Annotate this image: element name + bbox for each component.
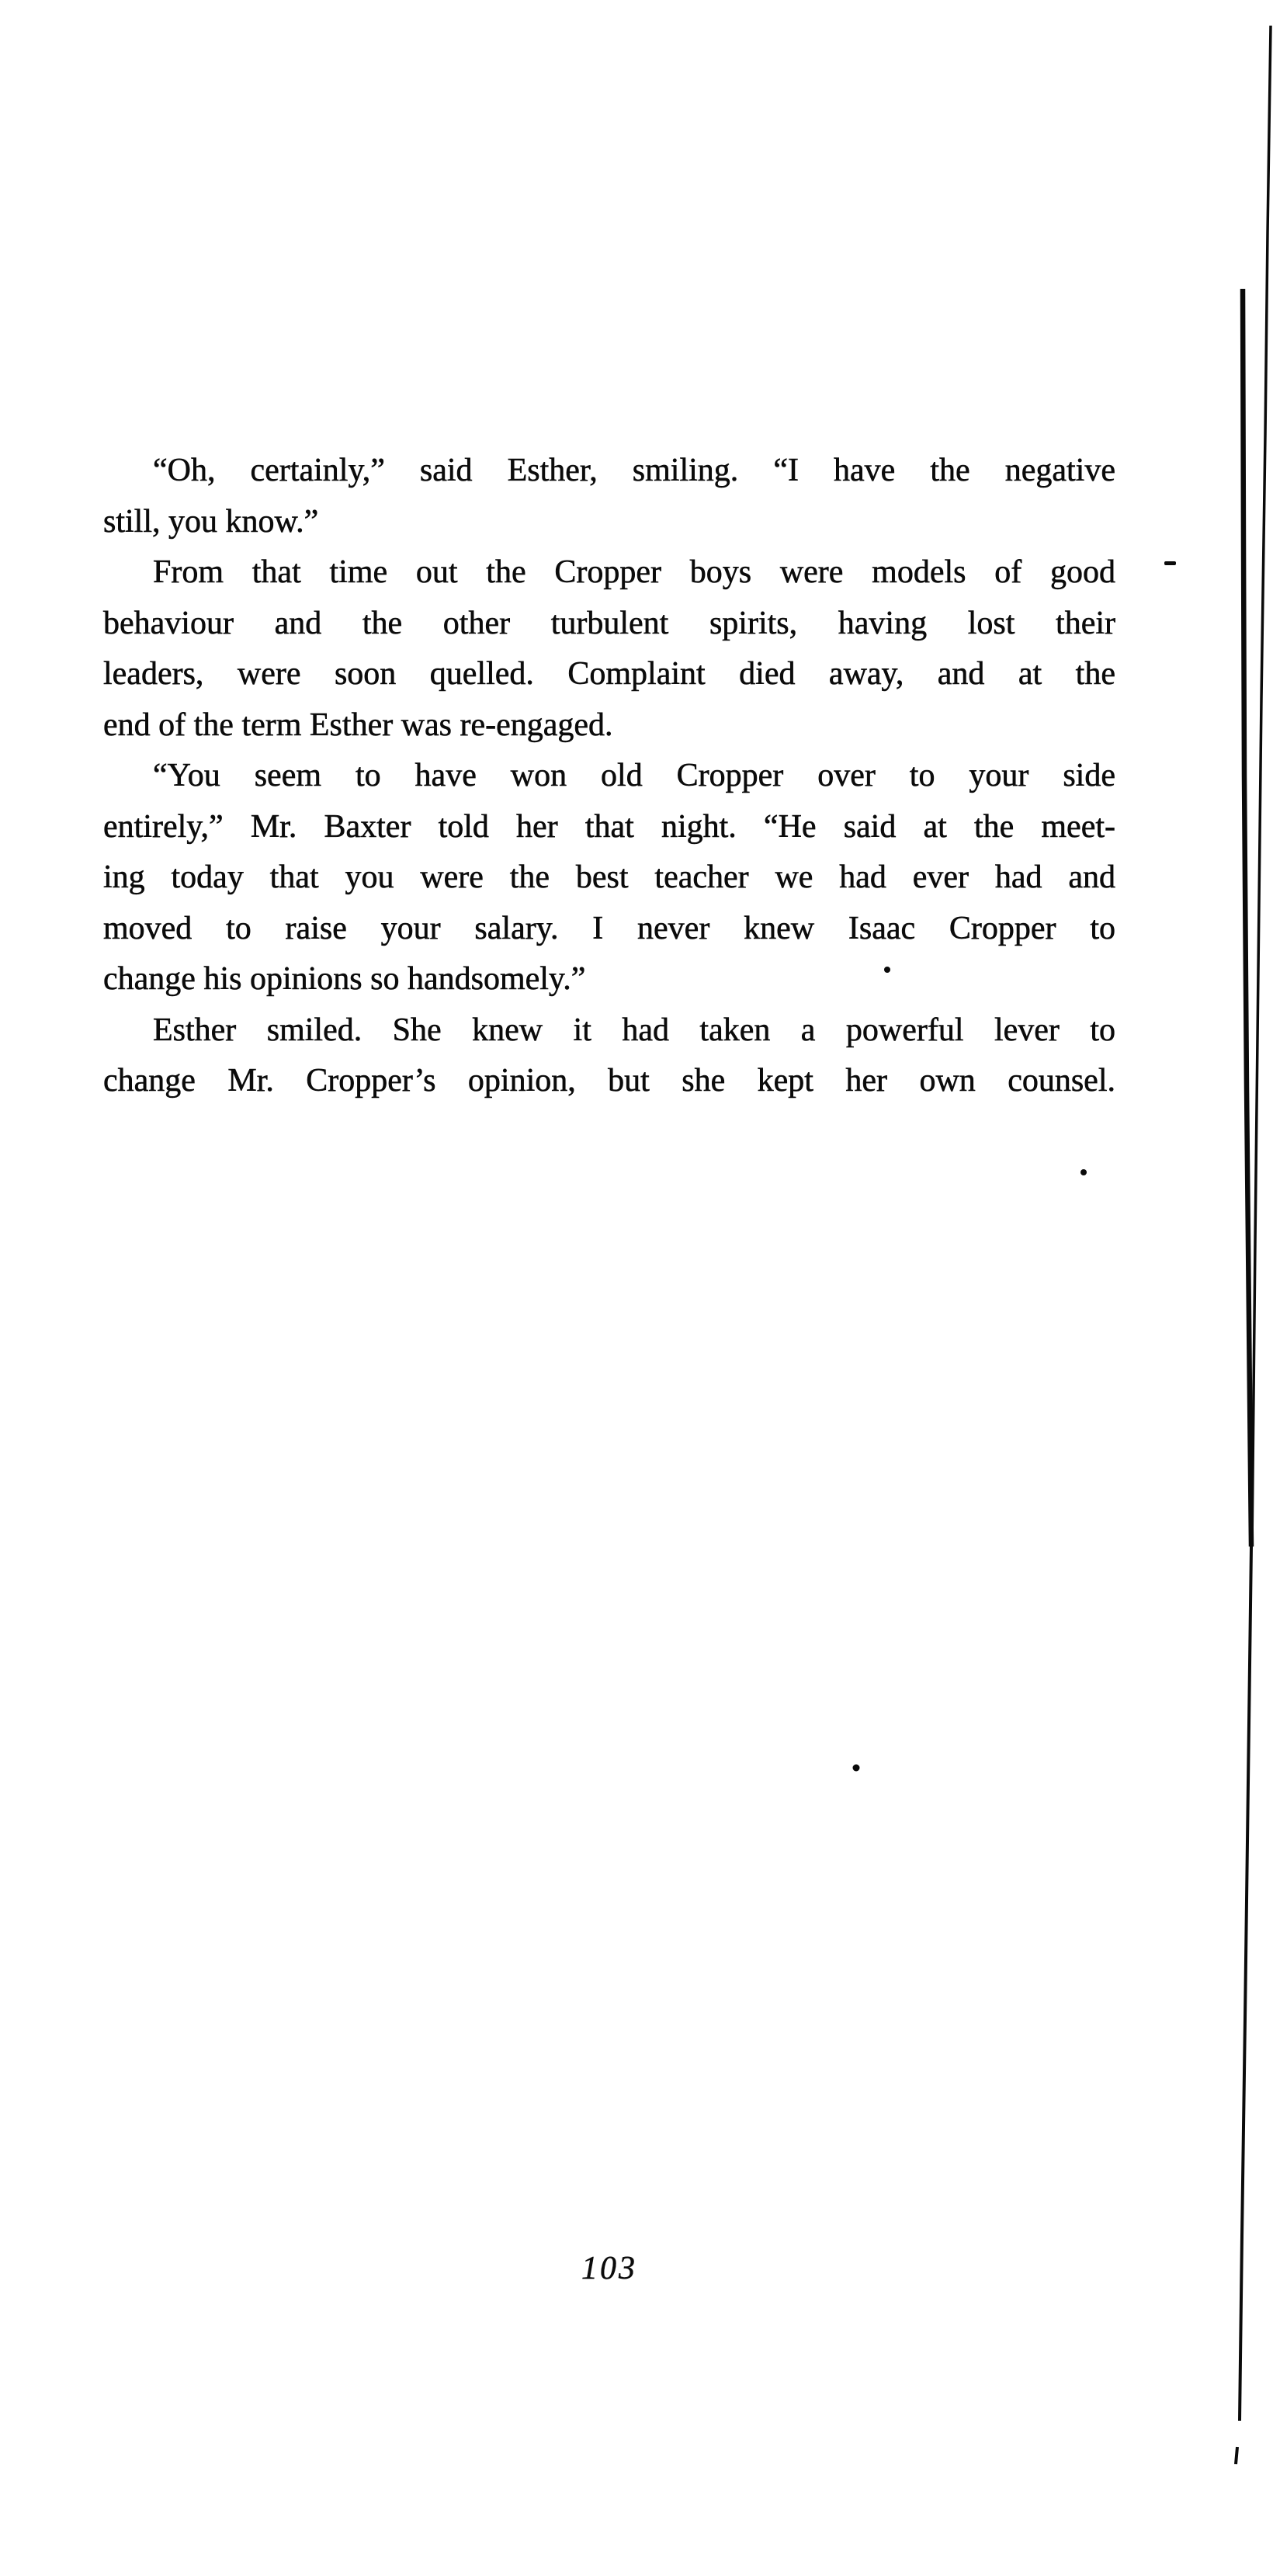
text-line: change Mr. Cropper’s opinion, but she kept her own counsel. (103, 1063, 1115, 1099)
text-line: change his opinions so handsomely.” (103, 961, 586, 997)
page-edge-line-lower (1240, 1547, 1251, 2421)
text-line: “You seem to have won old Cropper over to your side (153, 758, 1115, 793)
text-line: ing today that you were the best teacher we had ever had and (103, 859, 1115, 895)
text-line: still, you know.” (103, 503, 319, 540)
ink-speck-dash (1164, 561, 1176, 565)
page-edge-line-outer (1252, 26, 1271, 1547)
ink-speck (1080, 1169, 1087, 1175)
text-line: moved to raise your salary. I never knew Isaac Cropper to (103, 910, 1115, 946)
page-number: 103 (581, 2251, 637, 2286)
text-line: end of the term Esther was re-engaged. (103, 706, 613, 743)
page-edge-line-inner (1243, 289, 1251, 1547)
text-line: From that time out the Cropper boys were models of good (153, 554, 1115, 590)
page-text (103, 446, 1115, 1107)
page-edge-tick (1236, 2447, 1237, 2464)
text-line: Esther smiled. She knew it had taken a powerful lever to (153, 1012, 1115, 1048)
ink-speck (853, 1765, 860, 1772)
text-line: leaders, were soon quelled. Complaint died away, and at the (103, 656, 1115, 692)
text-line: “Oh, certainly,” said Esther, smiling. “I have the negative (153, 453, 1115, 488)
text-line: entirely,” Mr. Baxter told her that night. “He said at the meet- (103, 808, 1115, 845)
text-line: behaviour and the other turbulent spirits, having lost their (103, 605, 1115, 641)
